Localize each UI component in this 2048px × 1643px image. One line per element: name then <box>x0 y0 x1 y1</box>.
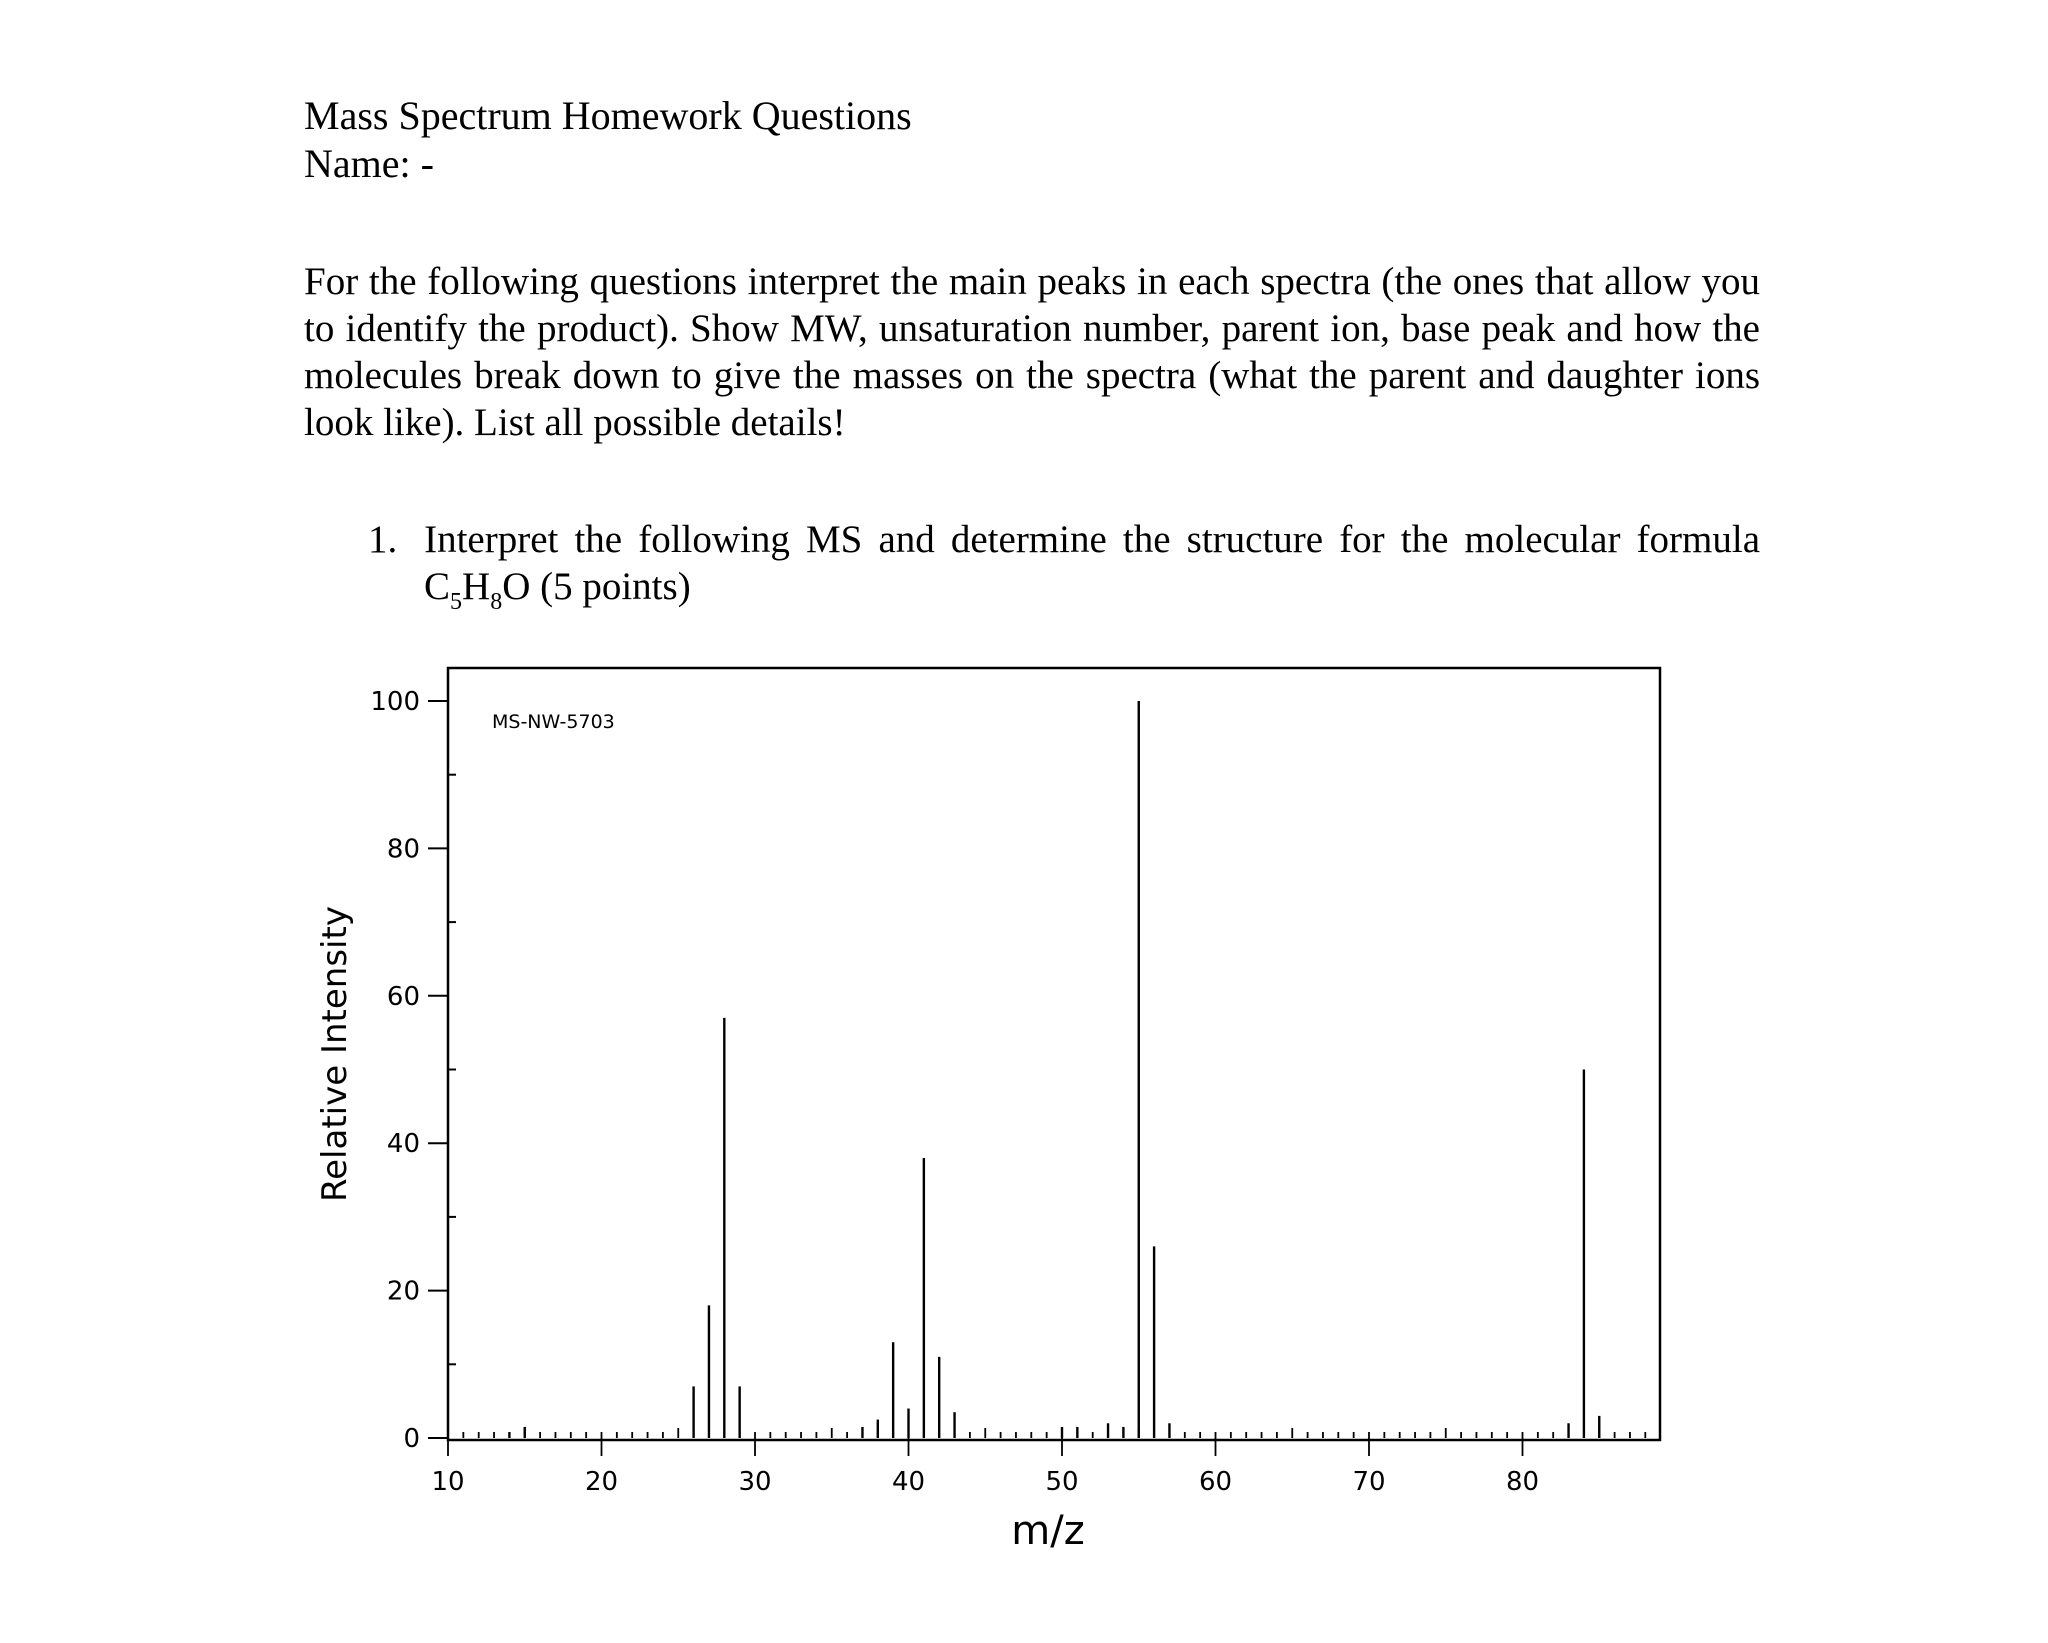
student-name-line: Name: - <box>304 141 434 186</box>
formula-carbon: C <box>424 565 451 608</box>
spectrum-id-label: MS-NW-5703 <box>492 711 615 733</box>
y-tick-label: 40 <box>386 1129 420 1160</box>
y-tick-label: 100 <box>370 687 420 717</box>
y-axis-labels <box>370 687 420 1454</box>
y-tick-label: 80 <box>386 834 420 865</box>
x-tick-label: 50 <box>1045 1467 1079 1497</box>
instructions-paragraph: For the following questions interpret the main peaks in each spectra (the ones that allow you to identify the product). Show MW, unsaturation number, parent ion, base peak and how the molecules break down to give the masses on the spectra (what the parent and daughter ions look like). List all possible details! <box>304 260 1760 444</box>
y-tick-label: 20 <box>386 1276 420 1307</box>
formula-carbon-count: 5 <box>450 589 463 615</box>
question-number: 1. <box>368 518 398 561</box>
x-tick-label: 60 <box>1198 1467 1233 1497</box>
x-axis-title: m/z <box>1011 1508 1085 1554</box>
x-tick-label: 70 <box>1352 1467 1386 1497</box>
question-1-line <box>368 516 1760 563</box>
y-tick-label: 60 <box>386 981 420 1012</box>
formula-hydrogen: H <box>462 565 491 608</box>
y-axis-title: Relative Intensity <box>315 906 355 1202</box>
y-tick-label: 0 <box>403 1424 420 1454</box>
mass-spectrum-chart <box>300 650 1680 1580</box>
x-tick-label: 40 <box>891 1467 926 1497</box>
spectrum-peaks <box>509 701 1599 1438</box>
page-title: Mass Spectrum Homework Questions <box>304 93 912 138</box>
formula-hydrogen-count: 8 <box>490 589 503 615</box>
question-points: (5 points) <box>540 565 691 608</box>
x-axis-labels <box>431 1467 1539 1497</box>
x-tick-label: 10 <box>431 1467 465 1497</box>
x-tick-label: 20 <box>584 1467 619 1497</box>
y-axis-ticks <box>428 701 456 1438</box>
plot-frame <box>448 668 1660 1440</box>
question-text: Interpret the following MS and determine the structure for the molecular formula <box>424 518 1761 561</box>
x-tick-label: 80 <box>1505 1467 1540 1497</box>
molecular-formula-line <box>368 563 1760 615</box>
x-tick-label: 30 <box>738 1467 772 1497</box>
question-1 <box>368 516 1761 615</box>
formula-oxygen: O <box>502 565 531 608</box>
x-axis-ticks <box>448 1428 1645 1456</box>
